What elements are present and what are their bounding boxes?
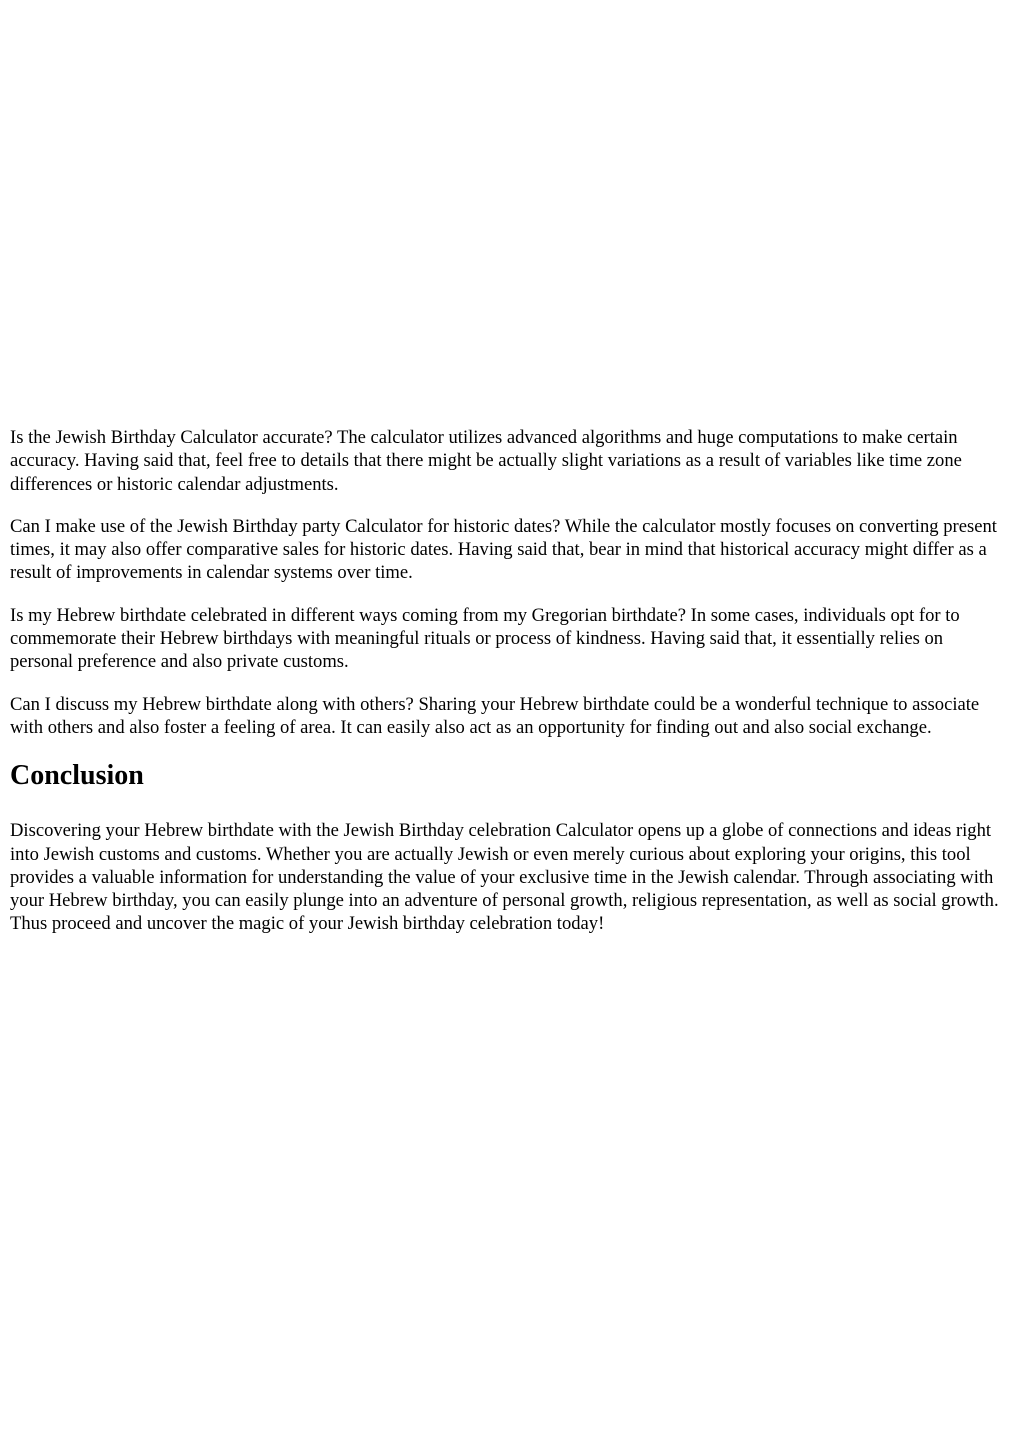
conclusion-heading: Conclusion	[10, 760, 144, 792]
conclusion-paragraph: Discovering your Hebrew birthdate with the Jewish Birthday celebration Calculator opens up a globe of connections and ideas right into Jewish customs and customs. Whether you are actually Jewish or even merely curious about exploring your origins, this tool provides a valuable information for understanding the value of your exclusive time in the Jewish calendar. Through associating with your Hebrew birthday, you can easily plunge into an adventure of personal growth, religious representation, as well as social growth. Thus proceed and uncover the magic of your Jewish birthday celebration today!	[10, 820, 999, 935]
faq-paragraph-sharing: Can I discuss my Hebrew birthdate along with others? Sharing your Hebrew birthdate could be a wonderful technique to associate with others and also foster a feeling of area. It can easily also act as an opportunity for finding out and also social exchange.	[10, 693, 980, 738]
faq-paragraph-historic-dates: Can I make use of the Jewish Birthday party Calculator for historic dates? While the calculator mostly focuses on converting present times, it may also offer comparative sales for historic dates. Having said that, bear in mind that historical accuracy might differ as a result of improvements in calendar systems over time.	[10, 515, 997, 584]
faq-paragraph-celebration: Is my Hebrew birthdate celebrated in different ways coming from my Gregorian birthdate? In some cases, individuals opt for to commemorate their Hebrew birthdays with meaningful rituals or process of kindness. Having said that, it essentially relies on personal preference and also private customs.	[10, 604, 960, 673]
faq-paragraph-accuracy: Is the Jewish Birthday Calculator accurate? The calculator utilizes advanced algorithms and huge computations to make certain accuracy. Having said that, feel free to details that there might be actually slight variations as a result of variables like time zone differences or historic calendar adjustments.	[10, 427, 962, 495]
article-body	[10, 426, 1010, 955]
